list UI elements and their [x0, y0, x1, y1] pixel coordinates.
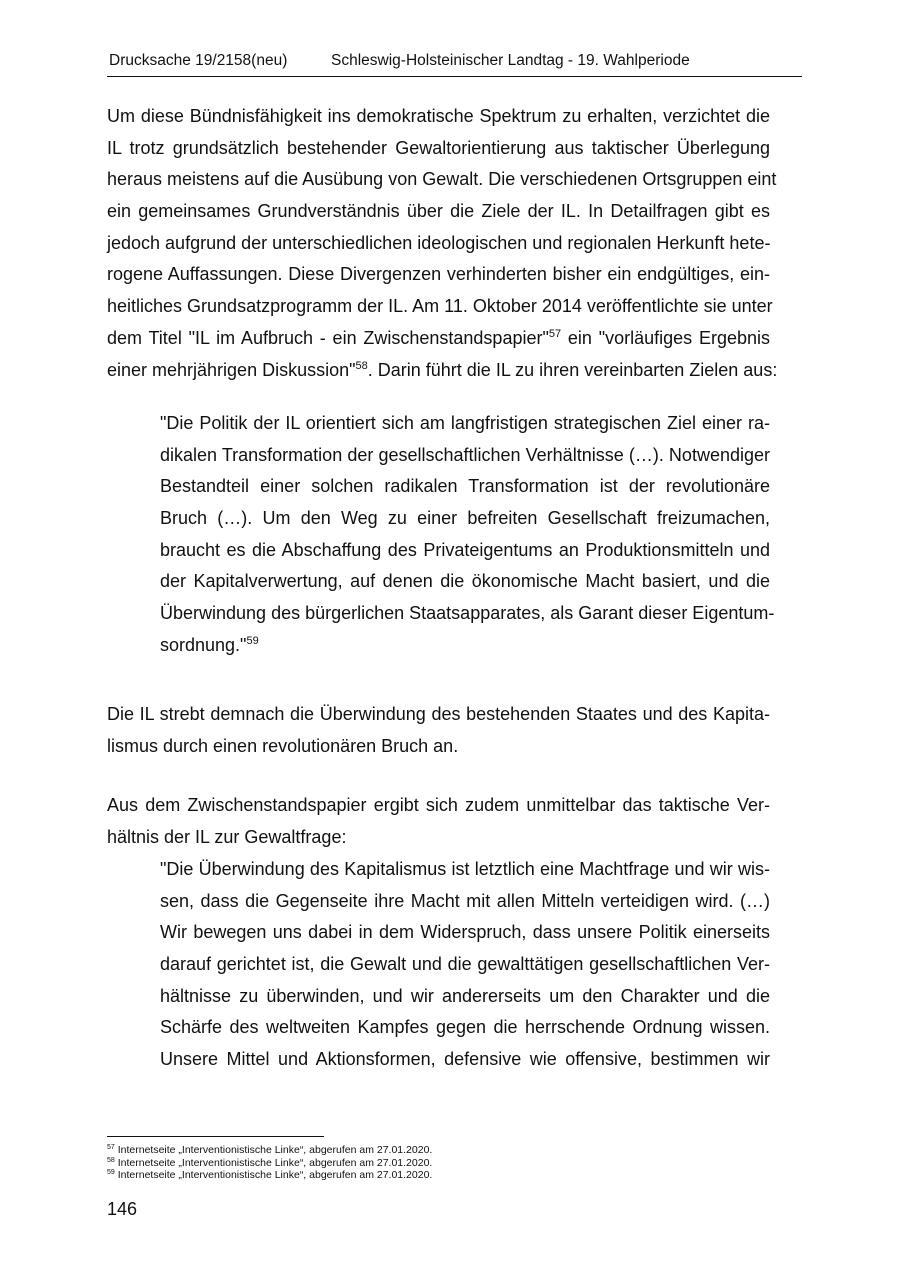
quote-line: hältnisse zu überwinden, und wir andererseits um den Charakter und die — [160, 985, 770, 1006]
quote-line: "Die Überwindung des Kapitalismus ist letztlich eine Machtfrage und wir wis- — [160, 859, 770, 879]
parliament-title: Schleswig-Holsteinischer Landtag - 19. Wahlperiode — [331, 52, 690, 69]
text-line: heitliches Grundsatzprogramm der IL. Am 11. Oktober 2014 veröffentlichte sie unter — [107, 296, 773, 317]
paragraph-3 — [107, 790, 770, 853]
quote-line: darauf gerichtet ist, die Gewalt und die gewalttätigen gesellschaftlichen Ver- — [160, 954, 770, 975]
text-line: Aus dem Zwischenstandspapier ergibt sich zudem unmittelbar das taktische Ver- — [107, 795, 770, 815]
footnote-number: 57 — [107, 1144, 115, 1151]
footnote-number: 59 — [107, 1169, 115, 1176]
text-line: Die IL strebt demnach die Überwindung des bestehenden Staates und des Kapita- — [107, 704, 770, 724]
text-segment: dem Titel "IL im Aufbruch - ein Zwischenstandspapier" — [107, 327, 549, 348]
quote-line: Schärfe des weltweiten Kampfes gegen die herrschende Ordnung wissen. — [160, 1017, 770, 1038]
document-number: Drucksache 19/2158(neu) — [109, 52, 288, 69]
footnote-59 — [107, 1169, 432, 1182]
footnote-ref-59[interactable]: 59 — [246, 634, 259, 647]
footnote-text: Internetseite „Interventionistische Linke“, abgerufen am 27.01.2020. — [114, 1156, 433, 1169]
quote-line: Wir bewegen uns dabei in dem Widerspruch, dass unsere Politik einerseits — [160, 922, 770, 943]
footnote-57 — [107, 1144, 432, 1157]
quote-line: der Kapitalverwertung, auf denen die ökonomische Macht basiert, und die — [160, 571, 770, 592]
paragraph-2 — [107, 699, 770, 762]
text-segment: . Darin führt die IL zu ihren vereinbarten Zielen aus: — [367, 359, 778, 380]
footnote-number: 58 — [107, 1156, 115, 1164]
text-line: hältnis der IL zur Gewaltfrage: — [107, 826, 347, 847]
footnote-divider — [107, 1136, 324, 1137]
quote-line: "Die Politik der IL orientiert sich am langfristigen strategischen Ziel einer ra- — [160, 413, 770, 433]
text-line: ein gemeinsames Grundverständnis über die Ziele der IL. In Detailfragen gibt es — [107, 201, 770, 222]
footnotes — [107, 1144, 432, 1182]
footnote-58 — [107, 1157, 432, 1170]
quote-line: Bruch (…). Um den Weg zu einer befreiten Gesellschaft freizumachen, — [160, 508, 770, 529]
text-line — [107, 323, 770, 355]
footnote-ref-58[interactable]: 58 — [355, 359, 368, 372]
text-line: heraus meistens auf die Ausübung von Gewalt. Die verschiedenen Ortsgruppen eint — [107, 169, 777, 190]
text-line: lismus durch einen revolutionären Bruch an. — [107, 735, 459, 756]
text-segment: einer mehrjährigen Diskussion" — [107, 359, 356, 380]
paragraph-1 — [107, 101, 778, 386]
quote-line: braucht es die Abschaffung des Privateigentums an Produktionsmitteln und — [160, 539, 770, 560]
text-line: IL trotz grundsätzlich bestehender Gewaltorientierung aus taktischer Überlegung — [107, 137, 770, 158]
quote-line — [160, 630, 770, 662]
quote-line: Bestandteil einer solchen radikalen Transformation ist der revolutionäre — [160, 476, 770, 497]
footnote-text: Internetseite „Interventionistische Linke“, abgerufen am 27.01.2020. — [114, 1144, 433, 1156]
text-line: rogene Auffassungen. Diese Divergenzen verhinderten bisher ein endgültiges, ein- — [107, 264, 770, 285]
quote-line: Überwindung des bürgerlichen Staatsapparates, als Garant dieser Eigentum- — [160, 603, 775, 624]
page-header — [107, 50, 802, 77]
text-segment: sordnung." — [160, 634, 247, 655]
block-quote-1 — [160, 408, 775, 662]
text-line — [107, 355, 778, 387]
block-quote-2 — [160, 854, 770, 1076]
page-number: 146 — [107, 1199, 138, 1219]
footnote-ref-57[interactable]: 57 — [548, 327, 562, 340]
text-line: jedoch aufgrund der unterschiedlichen ideologischen und regionalen Herkunft hete- — [107, 232, 771, 253]
text-segment: ein "vorläufiges Ergebnis — [561, 327, 770, 348]
quote-line: sen, dass die Gegenseite ihre Macht mit allen Mitteln verteidigen wird. (…) — [160, 890, 770, 911]
quote-line: dikalen Transformation der gesellschaftlichen Verhältnisse (…). Notwendiger — [160, 444, 770, 465]
quote-line: Unsere Mittel und Aktionsformen, defensive wie offensive, bestimmen wir — [160, 1049, 770, 1070]
text-line: Um diese Bündnisfähigkeit ins demokratische Spektrum zu erhalten, verzichtet die — [107, 106, 770, 126]
footnote-text: Internetseite „Interventionistische Linke“, abgerufen am 27.01.2020. — [114, 1169, 433, 1181]
